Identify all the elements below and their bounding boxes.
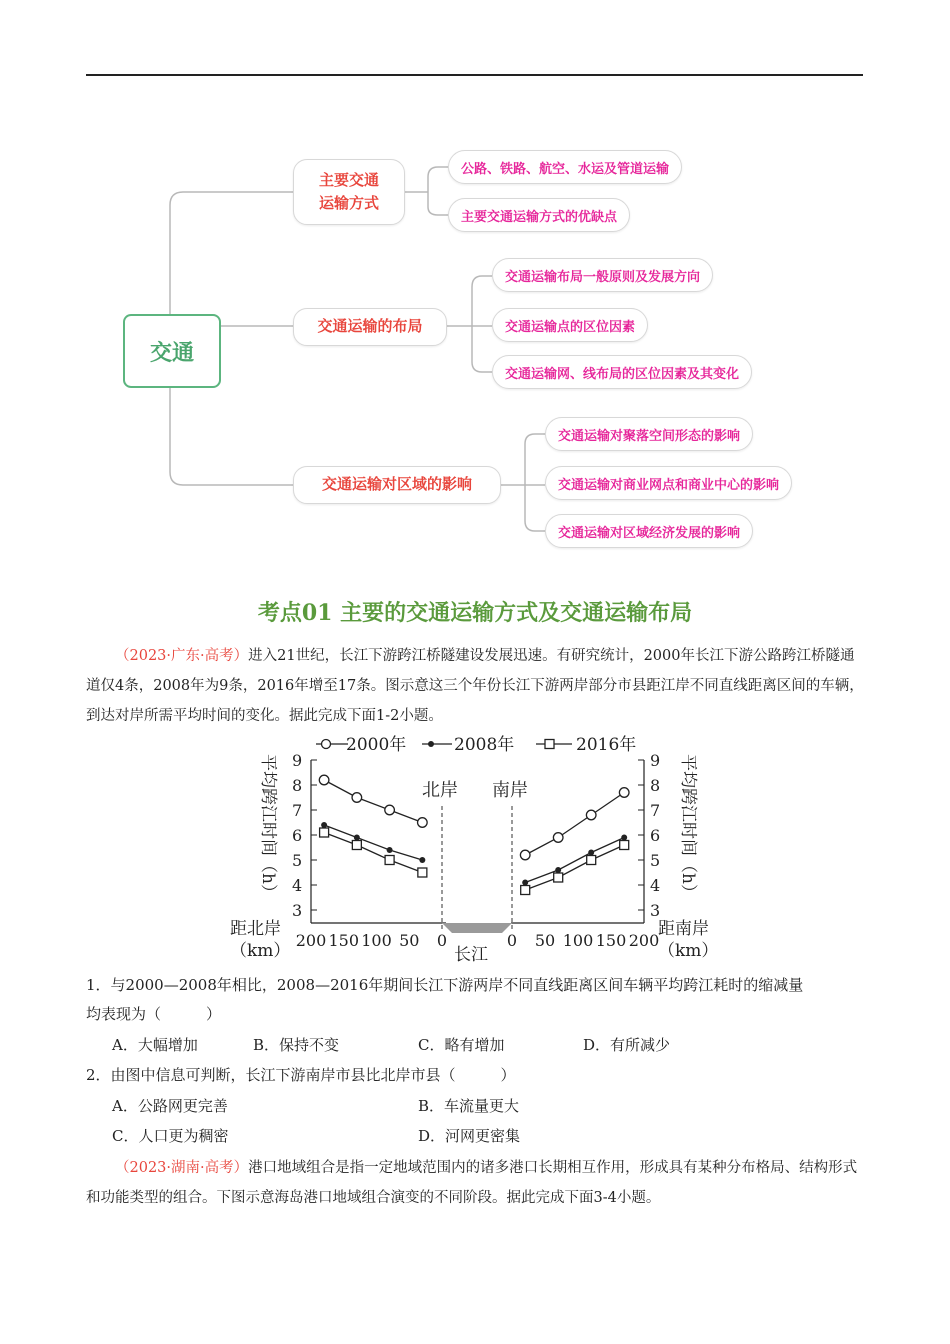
y-tick-label-right: 9 xyxy=(650,751,661,770)
legend-label-2008: 2008年 xyxy=(454,735,515,755)
passage-2-source: （2023·湖南·高考） xyxy=(115,1160,249,1176)
point-2008-north xyxy=(354,835,360,841)
x-left-unit: （km） xyxy=(230,941,291,961)
point-2016-north xyxy=(320,828,329,837)
point-2000-south xyxy=(553,833,563,843)
passage-1-source: （2023·广东·高考） xyxy=(115,648,249,664)
x-tick-label-right: 200 xyxy=(628,931,660,950)
leaf-layout-principles: 交通运输布局一般原则及发展方向 xyxy=(492,258,713,292)
point-2000-south xyxy=(520,850,530,860)
legend-marker-2016 xyxy=(545,740,554,749)
south-bank-label: 南岸 xyxy=(492,780,528,801)
point-2008-north xyxy=(387,847,393,853)
passage-1-text: 进入21世纪，长江下游跨江桥隧建设发展迅速。有研究统计，2000年长江下游公路跨江桥隧通道仅4条，2008年为9条，2016年增至17条。图示意这三个年份长江下游两岸部分市县距江岸不同直线距离区间的车辆，到达对岸所需平均时间的变化。据此完成下面1-2小题。 xyxy=(86,648,864,724)
series-line-2000-north xyxy=(324,780,422,823)
leaf-transport-types: 公路、铁路、航空、水运及管道运输 xyxy=(448,150,682,184)
leaf-point-location-factors: 交通运输点的区位因素 xyxy=(492,308,648,342)
question-2-line-1: 2．由图中信息可判断，长江下游南岸市县比北岸市县（ ） xyxy=(86,1066,516,1084)
leaf-settlement-impact: 交通运输对聚落空间形态的影响 xyxy=(545,417,753,451)
y-axis-label-right: 平均跨江时间（h） xyxy=(678,754,698,901)
mindmap-root: 交通 xyxy=(123,314,221,388)
point-2008-north xyxy=(419,857,425,863)
x-tick-label-left: 200 xyxy=(295,931,327,950)
x-tick-label-right: 100 xyxy=(562,931,594,950)
point-2016-south xyxy=(521,886,530,895)
point-2016-south xyxy=(620,841,629,850)
chart-legend xyxy=(316,734,636,755)
series-layer xyxy=(319,775,629,894)
question-1-line-2: 均表现为（ ） xyxy=(86,1005,222,1023)
y-tick-label-left: 6 xyxy=(292,826,303,845)
x-right-label: 距南岸 xyxy=(658,919,709,939)
x-tick-label-left: 0 xyxy=(436,931,448,950)
x-tick-label-right: 0 xyxy=(506,931,518,950)
q1-option-a[interactable]: A．大幅增加 xyxy=(112,1036,198,1054)
y-tick-label-left: 8 xyxy=(292,776,303,795)
y-tick-label-left: 4 xyxy=(292,876,303,895)
point-2016-north xyxy=(418,868,427,877)
river-label: 长江 xyxy=(454,945,488,964)
y-tick-label-right: 8 xyxy=(650,776,661,795)
y-tick-label-right: 5 xyxy=(650,851,661,870)
series-line-2016-north xyxy=(324,833,422,873)
y-tick-label-right: 7 xyxy=(650,801,661,820)
legend-marker-2008 xyxy=(428,741,434,747)
point-2016-north xyxy=(352,841,361,850)
branch-transport-modes: 主要交通 运输方式 xyxy=(293,159,405,225)
series-line-2016-south xyxy=(525,845,624,890)
point-2016-south xyxy=(587,856,596,865)
y-tick-label-left: 3 xyxy=(292,901,303,920)
point-2016-north xyxy=(385,856,394,865)
q1-option-c[interactable]: C．略有增加 xyxy=(418,1036,505,1054)
q2-option-a[interactable]: A．公路网更完善 xyxy=(112,1097,228,1115)
point-2008-south xyxy=(555,867,561,873)
passage-2-text: 港口地域组合是指一定地域范围内的诸多港口长期相互作用，形成具有某种分布格局、结构形式和功能类型的组合。下图示意海岛港口地域组合演变的不同阶段。据此完成下面3-4小题。 xyxy=(86,1160,858,1206)
x-right-unit: （km） xyxy=(658,941,719,961)
point-2000-north xyxy=(319,775,329,785)
question-1-line-1: 1．与2000—2008年相比，2008—2016年期间长江下游两岸不同直线距离区间车辆平均跨江耗时的缩减量 xyxy=(86,976,804,994)
y-tick-label-left: 7 xyxy=(292,801,303,820)
legend-label-2016: 2016年 xyxy=(576,735,637,755)
river-shape xyxy=(442,923,512,933)
point-2008-south xyxy=(588,850,594,856)
point-2000-north xyxy=(418,818,428,828)
point-2000-south xyxy=(586,810,596,820)
x-ticks-left xyxy=(296,931,447,950)
north-bank-label: 北岸 xyxy=(422,780,458,801)
x-ticks-right xyxy=(507,931,659,950)
passage-1 xyxy=(86,641,864,731)
x-tick-label-left: 150 xyxy=(328,931,360,950)
series-line-2000-south xyxy=(525,793,624,856)
point-2008-south xyxy=(621,835,627,841)
leaf-commerce-impact: 交通运输对商业网点和商业中心的影响 xyxy=(545,466,792,500)
point-2008-south xyxy=(522,880,528,886)
legend-label-2000: 2000年 xyxy=(346,735,407,755)
passage-2 xyxy=(86,1153,864,1213)
leaf-transport-pros-cons: 主要交通运输方式的优缺点 xyxy=(448,198,630,232)
x-tick-label-left: 100 xyxy=(361,931,392,950)
y-tick-label-right: 4 xyxy=(650,876,661,895)
section-title: 考点01 主要的交通运输方式及交通运输布局 xyxy=(257,600,693,626)
y-tick-label-right: 6 xyxy=(650,826,661,845)
y-ticks-right xyxy=(638,751,660,920)
q2-option-c[interactable]: C．人口更为稠密 xyxy=(112,1127,229,1145)
y-axis-label-left: 平均跨江时间（h） xyxy=(258,754,278,901)
point-2016-south xyxy=(554,873,563,882)
x-tick-label-left: 50 xyxy=(399,931,420,950)
q1-option-b[interactable]: B．保持不变 xyxy=(253,1036,340,1054)
y-tick-label-left: 9 xyxy=(292,751,303,770)
y-tick-label-right: 3 xyxy=(650,901,661,920)
y-tick-label-left: 5 xyxy=(292,851,303,870)
leaf-economy-impact: 交通运输对区域经济发展的影响 xyxy=(545,514,753,548)
x-tick-label-right: 50 xyxy=(534,931,556,950)
travel-time-chart xyxy=(226,732,726,964)
q1-option-d[interactable]: D．有所减少 xyxy=(583,1036,671,1054)
y-ticks-left xyxy=(292,751,317,920)
point-2008-north xyxy=(321,822,327,828)
q2-option-b[interactable]: B．车流量更大 xyxy=(418,1097,520,1115)
series-line-2008-north xyxy=(324,825,422,860)
point-2000-south xyxy=(619,788,629,798)
series-line-2008-south xyxy=(525,838,624,883)
x-left-label: 距北岸 xyxy=(230,919,281,939)
q2-option-d[interactable]: D．河网更密集 xyxy=(418,1127,521,1145)
point-2000-north xyxy=(385,805,395,815)
branch-regional-impact: 交通运输对区域的影响 xyxy=(293,466,501,504)
x-tick-label-right: 150 xyxy=(595,931,627,950)
leaf-network-location-factors: 交通运输网、线布局的区位因素及其变化 xyxy=(492,355,752,389)
point-2000-north xyxy=(352,793,362,803)
legend-marker-2000 xyxy=(322,740,331,749)
branch-transport-layout: 交通运输的布局 xyxy=(293,308,447,346)
